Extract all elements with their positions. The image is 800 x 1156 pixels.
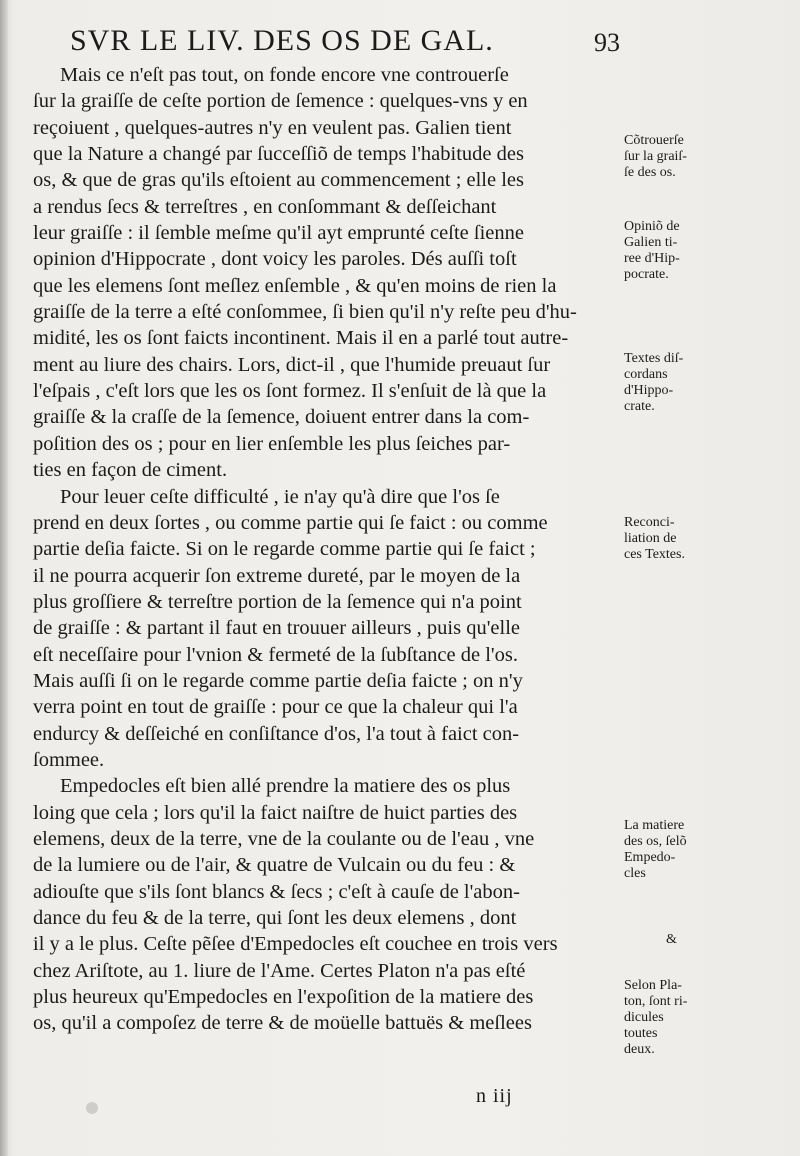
text-line: os, & que de gras qu'ils eſtoient au commencement ; elle les	[33, 169, 524, 192]
text-line: ment au liure des chairs. Lors, dict-il , que l'humide preuaut ſur	[33, 353, 551, 376]
text-line: que la Nature a changé par ſucceſſiõ de temps l'habitude des	[33, 143, 524, 166]
margin-note-line: des os, ſelõ	[624, 834, 687, 849]
text-line: Mais ce n'eſt pas tout, on fonde encore vne controuerſe	[60, 64, 509, 86]
text-line: poſition des os ; pour en lier enſemble les plus ſeiches par-	[33, 432, 511, 455]
text-line: de la lumiere ou de l'air, & quatre de Vulcain ou du feu : &	[33, 854, 516, 877]
margin-note-line: Textes diſ-	[624, 351, 684, 366]
text-line: a rendus ſecs & terreſtres , en conſommant & deſſeichant	[33, 195, 497, 218]
text-line: leur graiſſe : il ſemble meſme qu'il ayt emprunté ceſte ſienne	[33, 222, 524, 245]
margin-note-line: Selon Pla-	[624, 978, 682, 993]
text-line: plus groſſiere & terreſtre portion de la ſemence qui n'a point	[33, 590, 522, 613]
margin-note-line: crate.	[624, 399, 655, 414]
margin-note-line: d'Hippo-	[624, 383, 674, 398]
margin-note-line: ces Textes.	[624, 547, 685, 562]
margin-note-line: pocrate.	[624, 267, 669, 282]
text-line: adiouſte que s'ils ſont blancs & ſecs ; c'eſt à cauſe de l'abon-	[33, 880, 520, 903]
text-line: l'eſpais , c'eſt lors que les os ſont formez. Il s'enſuit de là que la	[33, 380, 547, 403]
margin-note-platon	[624, 978, 794, 1058]
text-line: graiſſe & la craſſe de la ſemence, doiuent entrer dans la com-	[33, 406, 530, 429]
text-line: chez Ariſtote, au 1. liure de l'Ame. Certes Platon n'a pas eſté	[33, 959, 526, 982]
margin-note-ampersand	[666, 932, 800, 948]
text-line: ſommee.	[33, 748, 105, 771]
paragraph-1	[33, 62, 623, 484]
main-text	[33, 62, 623, 1037]
text-line: opinion d'Hippocrate , dont voicy les paroles. Dés auſſi toſt	[33, 248, 517, 271]
margin-note-line: ſur la graiſ-	[624, 149, 687, 164]
text-line: ſur la graiſſe de ceſte portion de ſemence : quelques-vns y en	[33, 90, 528, 113]
text-line: il y a le plus. Ceſte pẽſee d'Empedocles eſt couchee en trois vers	[33, 933, 558, 956]
margin-note-line: ton, ſont ri-	[624, 994, 688, 1009]
paragraph-3	[33, 773, 623, 1036]
text-line: plus heureux qu'Empedocles en l'expoſition de la matiere des	[33, 986, 534, 1009]
margin-note-textes-discordans	[624, 351, 794, 415]
text-line: verra point en tout de graiſſe : pour ce que la chaleur qui l'a	[33, 696, 518, 719]
margin-note-line: Reconci-	[624, 515, 675, 530]
text-line: il ne pourra acquerir ſon extreme dureté, par le moyen de la	[33, 564, 521, 587]
text-line: de graiſſe : & partant il faut en trouuer ailleurs , puis qu'elle	[33, 617, 520, 640]
text-line: partie deſia faicte. Si on le regarde comme partie qui ſe faict ;	[33, 538, 536, 561]
text-line: loing que cela ; lors qu'il la faict naiſtre de huict parties des	[33, 801, 518, 824]
paper-blemish	[86, 1102, 98, 1114]
text-line: midité, les os ſont faicts incontinent. Mais il en a parlé tout autre-	[33, 327, 569, 350]
margin-note-line: deux.	[624, 1042, 655, 1057]
margin-note-line: ree d'Hip-	[624, 251, 680, 266]
margin-note-line: liation de	[624, 531, 677, 546]
margin-note-opinion-galien	[624, 219, 794, 283]
margin-note-line: Galien ti-	[624, 235, 678, 250]
margin-note-line: &	[666, 932, 677, 947]
text-line: prend en deux ſortes , ou comme partie qui ſe faict : ou comme	[33, 511, 548, 534]
margin-note-line: Empedo-	[624, 850, 676, 865]
margin-note-line: Opiniõ de	[624, 219, 680, 234]
text-line: dance du feu & de la terre, qui ſont les deux elemens , dont	[33, 907, 517, 929]
paragraph-2	[33, 484, 623, 774]
running-title: SVR LE LIV. DES OS DE GAL.	[70, 24, 494, 57]
text-line: elemens, deux de la terre, vne de la coulante ou de l'eau , vne	[33, 827, 535, 850]
text-line: eſt neceſſaire pour l'vnion & fermeté de la ſubſtance de l'os.	[33, 643, 518, 666]
margin-note-empedocles	[624, 818, 794, 882]
running-head	[70, 22, 620, 58]
margin-note-line: dicules	[624, 1010, 664, 1025]
text-line: Empedocles eſt bien allé prendre la matiere des os plus	[60, 775, 511, 798]
text-line: que les elemens ſont meſlez enſemble , & qu'en moins de rien la	[33, 274, 557, 297]
text-line: reçoiuent , quelques-autres n'y en veulent pas. Galien tient	[33, 116, 512, 139]
page-left-edge	[0, 0, 8, 1156]
margin-note-line: toutes	[624, 1026, 658, 1041]
margin-note-controverse	[624, 133, 794, 181]
text-line: ties en façon de ciment.	[33, 459, 228, 482]
text-line: os, qu'il a compoſez de terre & de moüelle battuës & meſlees	[33, 1012, 532, 1035]
margin-note-line: La matiere	[624, 818, 685, 833]
margin-note-line: ſe des os.	[624, 165, 676, 180]
text-line: Pour leuer ceſte difficulté , ie n'ay qu'à dire que l'os ſe	[60, 485, 500, 508]
text-line: graiſſe de la terre a eſté conſommee, ſi bien qu'il n'y reſte peu d'hu-	[33, 301, 577, 324]
text-line: endurcy & deſſeiché en conſiſtance d'os, l'a tout à faict con-	[33, 722, 520, 745]
margin-note-line: cordans	[624, 367, 668, 382]
margin-note-reconciliation	[624, 515, 794, 563]
margin-notes	[624, 0, 794, 1156]
signature-mark: n iij	[476, 1085, 513, 1107]
margin-note-line: Cõtrouerſe	[624, 133, 684, 148]
text-line: Mais auſſi ſi on le regarde comme partie deſia faicte ; on n'y	[33, 669, 523, 692]
page-number: 93	[594, 28, 620, 57]
margin-note-line: cles	[624, 866, 646, 881]
